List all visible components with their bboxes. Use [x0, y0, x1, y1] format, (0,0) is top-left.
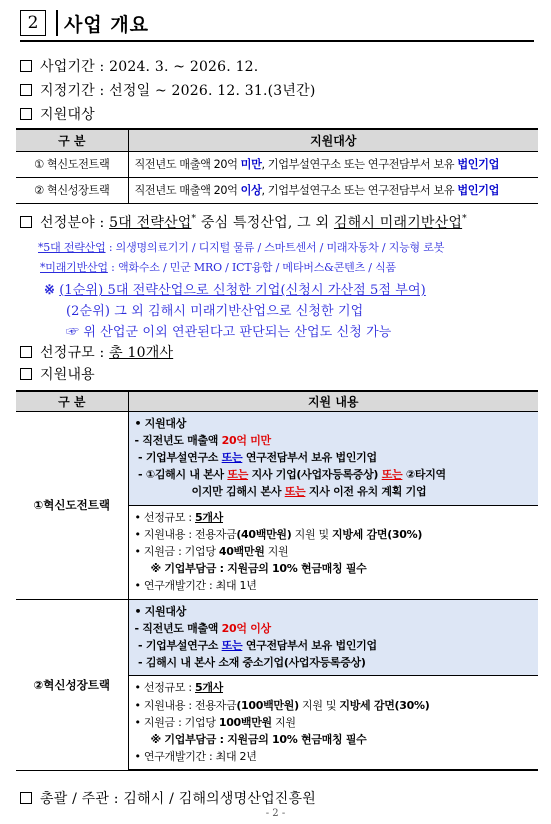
track-target — [128, 177, 538, 203]
target-text: - 직전년도 매출액 — [134, 433, 222, 447]
list-item — [135, 483, 533, 500]
note-future: *미래기반산업 : 액화수소 / 민군 MRO / ICT융합 / 메타버스&콘텐츠 / 식품 — [40, 261, 396, 274]
highlight-text: 20억 미만 — [221, 433, 271, 447]
table-row — [16, 151, 538, 177]
grant-text: 지원금 : 기업당 — [143, 544, 219, 558]
target-text: ②타지역 — [402, 468, 446, 482]
or-text: 또는 — [227, 468, 249, 482]
grant-text: 지원 — [264, 544, 289, 558]
designation-value: 선정일 ~ 2026. 12. 31.(3년간) — [109, 83, 316, 99]
list-item: • 지원내용 : 전용자금(40백만원) 지원 및 지방세 감면(30%) — [134, 527, 423, 541]
bullet-target — [20, 104, 95, 124]
target-title: 지원대상 — [144, 416, 187, 430]
period-label: 사업기간 — [40, 59, 95, 75]
checkbox-square-icon — [20, 108, 32, 120]
or-text: 또는 — [381, 468, 403, 482]
target-text: , 기업부설연구소 또는 연구전담부서 보유 — [261, 184, 458, 197]
list-item: • 연구개발기간 : 최대 2년 — [134, 750, 257, 764]
bullet-org: 총괄 / 주관 : 김해시 / 김해의생명산업진흥원 — [20, 788, 316, 808]
section-divider — [56, 10, 58, 36]
checkbox-square-icon — [20, 346, 32, 358]
target-table-header-category: 구 분 — [16, 129, 128, 151]
list-item — [135, 466, 533, 483]
scale-label: 선정규모 : — [143, 510, 195, 524]
field-strategic: 5대 전략산업 — [109, 215, 192, 231]
support-table-header-content: 지원 내용 — [128, 391, 538, 411]
support-table — [16, 390, 538, 771]
list-item — [135, 432, 533, 449]
target-text: - 기업부설연구소 — [138, 450, 222, 464]
note-rank2 — [66, 300, 363, 319]
note-strategic-label: *5대 전략산업 — [38, 241, 106, 254]
list-item: • 연구개발기간 : 최대 1년 — [134, 579, 257, 593]
target-title: 지원대상 — [144, 604, 187, 618]
tax-reduction: 지방세 감면(30%) — [332, 527, 423, 541]
target-label: 지원대상 — [40, 107, 95, 123]
highlight-text: 미만 — [240, 158, 262, 171]
note-future-label: *미래기반산업 — [40, 261, 108, 274]
list-item: • 지원대상 — [134, 604, 187, 618]
bullet-content — [20, 364, 95, 384]
content-label: 지원내용 — [40, 367, 95, 383]
bullet-scale: 선정규모 : 총 10개사 — [20, 342, 173, 362]
list-item: ※ 기업부담금 : 지원금의 10% 현금매칭 필수 — [150, 562, 367, 576]
note-strategic: *5대 전략산업 : 의생명의료기기 / 디지털 물류 / 스마트센서 / 미래자동차 / 지능형 로봇 — [38, 241, 445, 254]
list-item: • 지원내용 : 전용자금(100백만원) 지원 및 지방세 감면(30%) — [134, 698, 430, 712]
designation-label: 지정기간 — [40, 83, 95, 99]
rank2-text: (2순위) 그 외 김해시 미래기반산업으로 신청한 기업 — [66, 304, 364, 319]
target-table-header-target: 지원대상 — [128, 129, 538, 151]
target-text: 연구전담부서 보유 법인기업 — [242, 450, 377, 464]
section-title: 사업 개요 — [64, 13, 150, 36]
or-text: 또는 — [221, 638, 243, 652]
checkbox-square-icon — [20, 792, 32, 804]
list-item: • 지원금 : 기업당 100백만원 지원 — [134, 715, 296, 729]
footnote-mark: * — [191, 214, 197, 224]
table-row — [16, 599, 538, 676]
target-text: 직전년도 매출액 20억 — [134, 158, 241, 171]
list-item — [135, 620, 533, 637]
highlight-text: 법인기업 — [457, 158, 499, 171]
track-target — [128, 151, 538, 177]
list-item — [135, 654, 533, 671]
support-amount: (40백만원) — [236, 527, 292, 541]
track-name: ② 혁신성장트랙 — [16, 177, 128, 203]
table-row — [16, 177, 538, 203]
header-rule — [20, 40, 534, 42]
field-text: 중심 특정산업, 그 외 — [196, 215, 334, 231]
period-text: 연구개발기간 : 최대 1년 — [143, 579, 257, 593]
grant-amount: 100백만원 — [218, 715, 272, 729]
highlight-text: 이상 — [240, 184, 262, 197]
period-value: 2024. 3. ~ 2026. 12. — [109, 59, 259, 75]
scale-label: 선정규모 — [40, 345, 95, 361]
track-label: ②혁신성장트랙 — [16, 599, 128, 770]
note-rank1 — [44, 279, 426, 298]
checkbox-square-icon — [20, 368, 32, 380]
bullet-period: 사업기간 : 2024. 3. ~ 2026. 12. — [20, 56, 258, 76]
track-label: ①혁신도전트랙 — [16, 411, 128, 599]
grant-amount: 40백만원 — [218, 544, 265, 558]
target-text: - 김해시 내 본사 소재 중소기업(사업자등록증상) — [138, 656, 366, 670]
target-text: - 직전년도 매출액 — [134, 621, 222, 635]
target-text: - 기업부설연구소 — [138, 638, 222, 652]
org-label: 총괄 / 주관 — [40, 791, 110, 807]
or-text: 또는 — [284, 485, 306, 499]
support-table-header-category: 구 분 — [16, 391, 128, 411]
checkbox-square-icon — [20, 60, 32, 72]
scale-value: 총 10개사 — [109, 345, 174, 361]
bullet-field: 선정분야 : 5대 전략산업* 중심 특정산업, 그 외 김해시 미래기반산업* — [20, 212, 467, 232]
footnote-mark: * — [462, 214, 467, 224]
list-item: • 지원대상 — [134, 416, 187, 430]
note-future-items: 액화수소 / 민군 MRO / ICT융합 / 메타버스&콘텐츠 / 식품 — [117, 261, 396, 274]
track-name: ① 혁신도전트랙 — [16, 151, 128, 177]
reference-mark: ※ — [44, 283, 55, 298]
bullet-designation: 지정기간 : 선정일 ~ 2026. 12. 31.(3년간) — [20, 80, 316, 100]
list-item — [135, 449, 533, 466]
list-item: • 지원금 : 기업당 40백만원 지원 — [134, 544, 289, 558]
target-text: , 기업부설연구소 또는 연구전담부서 보유 — [261, 158, 458, 171]
list-item: ※ 기업부담금 : 지원금의 10% 현금매칭 필수 — [150, 732, 367, 746]
also-text: ☞ 위 산업군 이외 연관된다고 판단되는 산업도 신청 가능 — [66, 325, 392, 340]
support-amount: (100백만원) — [236, 698, 299, 712]
target-text: 지사 이전 유치 계획 기업 — [305, 485, 427, 499]
checkbox-square-icon — [20, 216, 32, 228]
rank1-text: (1순위) 5대 전략산업으로 신청한 기업(신청시 가산점 5점 부여) — [59, 283, 426, 298]
scale-value: 5개사 — [195, 681, 224, 695]
support-text: 지원 및 — [298, 698, 340, 712]
list-item — [135, 637, 533, 654]
note-also — [66, 321, 391, 340]
target-text: - ①김해시 내 본사 — [138, 468, 228, 482]
target-table — [16, 128, 538, 204]
page-number: - 2 - — [265, 808, 286, 819]
checkbox-square-icon — [20, 84, 32, 96]
note-strategic-items: 의생명의료기기 / 디지털 물류 / 스마트센서 / 미래자동차 / 지능형 로봇 — [115, 241, 445, 254]
scale-label: 선정규모 : — [143, 681, 195, 695]
grant-text: 지원 — [271, 715, 296, 729]
scale-value: 5개사 — [195, 510, 224, 524]
field-label: 선정분야 — [40, 215, 95, 231]
section-number: 2 — [20, 10, 46, 36]
support-text: 지원내용 : 전용자금 — [143, 527, 237, 541]
challenge-target-cell — [128, 411, 538, 505]
table-row — [16, 411, 538, 505]
challenge-detail-cell — [128, 505, 538, 599]
highlight-text: 20억 이상 — [221, 621, 271, 635]
target-text: 직전년도 매출액 20억 — [134, 184, 241, 197]
section-header — [20, 8, 149, 38]
grant-text: 지원금 : 기업당 — [143, 715, 219, 729]
period-text: 연구개발기간 : 최대 2년 — [143, 750, 257, 764]
field-future: 김해시 미래기반산업 — [333, 215, 463, 231]
target-text: 지사 기업(사업자등록증상) — [248, 468, 382, 482]
growth-target-cell — [128, 599, 538, 676]
support-text: 지원 및 — [291, 527, 333, 541]
growth-detail-cell — [128, 676, 538, 771]
list-item: • 선정규모 : 5개사 — [134, 510, 224, 524]
target-text: 이지만 김해시 본사 — [191, 485, 285, 499]
target-text: 연구전담부서 보유 법인기업 — [242, 638, 377, 652]
tax-reduction: 지방세 감면(30%) — [339, 698, 430, 712]
highlight-text: 법인기업 — [457, 184, 499, 197]
list-item: • 선정규모 : 5개사 — [134, 681, 224, 695]
support-text: 지원내용 : 전용자금 — [143, 698, 237, 712]
org-value: 김해시 / 김해의생명산업진흥원 — [123, 791, 316, 807]
or-text: 또는 — [221, 450, 243, 464]
